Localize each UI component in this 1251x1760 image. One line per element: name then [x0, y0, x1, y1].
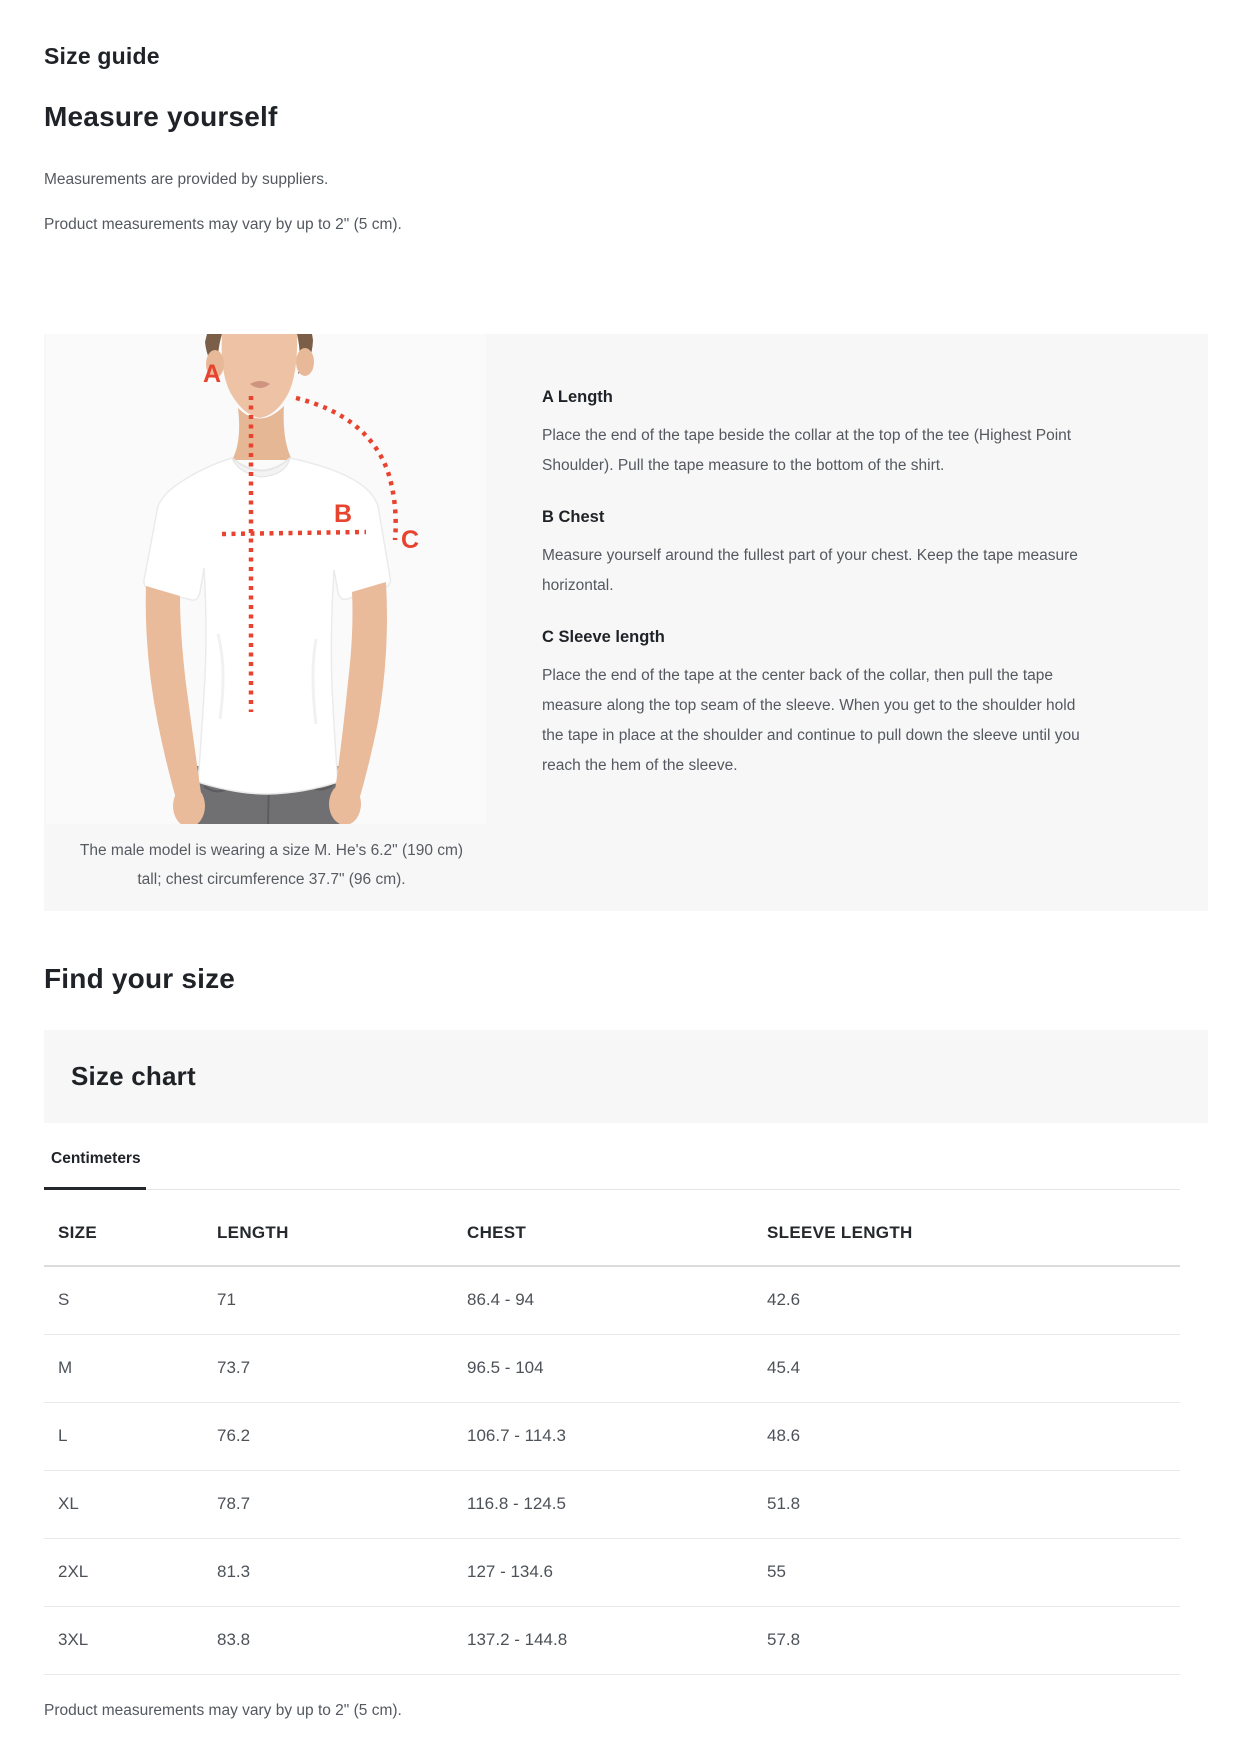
instruction-length-text: Place the end of the tape beside the collar at the top of the tee (Highest Point Shoulder). Pull the tape measure to the bottom of the shirt.	[542, 427, 1072, 474]
suppliers-note: Measurements are provided by suppliers.	[44, 171, 329, 188]
cell-chest: 106.7 - 114.3	[453, 1403, 753, 1471]
column-header-chest: CHEST	[453, 1190, 753, 1266]
model-photo-column	[44, 334, 499, 911]
find-your-size-heading: Find your size	[44, 963, 236, 994]
measure-yourself-heading: Measure yourself	[44, 101, 278, 132]
instruction-chest-text: Measure yourself around the fullest part of your chest. Keep the tape measure horizontal.	[542, 547, 1078, 594]
tab-centimeters[interactable]: Centimeters	[44, 1150, 146, 1190]
marker-c-icon: C	[401, 526, 420, 554]
page-title: Size guide	[44, 43, 160, 69]
column-header-length: LENGTH	[203, 1190, 453, 1266]
cell-chest: 127 - 134.6	[453, 1539, 753, 1607]
cell-size: S	[44, 1266, 203, 1335]
cell-sleeve-length: 42.6	[753, 1266, 1180, 1335]
instruction-sleeve-text: Place the end of the tape at the center back of the collar, then pull the tape measure along the top seam of the sleeve. When you get to the shoulder hold the tape in place at the shoulder and continue to pull down the sleeve until you reach the hem of the sleeve.	[542, 667, 1080, 774]
cell-size: XL	[44, 1471, 203, 1539]
instruction-sleeve	[542, 628, 1099, 781]
marker-a-icon: A	[203, 360, 222, 388]
measurement-instructions	[499, 334, 1099, 911]
marker-b-icon: B	[334, 500, 353, 528]
cell-chest: 86.4 - 94	[453, 1266, 753, 1335]
column-header-sleeve-length: SLEEVE LENGTH	[753, 1190, 1180, 1266]
size-chart-title: Size chart	[71, 1061, 196, 1091]
table-row	[44, 1607, 1180, 1675]
cell-size: L	[44, 1403, 203, 1471]
cell-sleeve-length: 55	[753, 1539, 1180, 1607]
table-footnote: Product measurements may vary by up to 2" (5 cm).	[44, 1702, 402, 1719]
instruction-chest	[542, 508, 1099, 601]
instruction-length-label: A Length	[542, 388, 613, 406]
cell-sleeve-length: 48.6	[753, 1403, 1180, 1471]
column-header-size: SIZE	[44, 1190, 203, 1266]
instruction-sleeve-label: C Sleeve length	[542, 628, 665, 646]
model-illustration	[46, 334, 486, 824]
cell-size: M	[44, 1335, 203, 1403]
variance-note: Product measurements may vary by up to 2" (5 cm).	[44, 216, 402, 233]
cell-chest: 137.2 - 144.8	[453, 1607, 753, 1675]
size-chart-header	[44, 1030, 1208, 1123]
cell-length: 83.8	[203, 1607, 453, 1675]
table-row	[44, 1471, 1180, 1539]
model-caption: The male model is wearing a size M. He's 6.2" (190 cm) tall; chest circumference 37.7" (96 cm).	[79, 842, 464, 888]
cell-size: 2XL	[44, 1539, 203, 1607]
size-chart-table	[44, 1190, 1180, 1675]
instruction-length	[542, 388, 1099, 481]
measurement-panel	[44, 334, 1208, 911]
instruction-chest-label: B Chest	[542, 508, 605, 526]
cell-length: 73.7	[203, 1335, 453, 1403]
model-photo	[46, 334, 486, 824]
table-header-row	[44, 1190, 1180, 1266]
cell-chest: 96.5 - 104	[453, 1335, 753, 1403]
cell-sleeve-length: 45.4	[753, 1335, 1180, 1403]
cell-length: 76.2	[203, 1403, 453, 1471]
table-row	[44, 1403, 1180, 1471]
cell-length: 81.3	[203, 1539, 453, 1607]
unit-tabs	[44, 1150, 1180, 1190]
table-row	[44, 1539, 1180, 1607]
cell-sleeve-length: 51.8	[753, 1471, 1180, 1539]
cell-sleeve-length: 57.8	[753, 1607, 1180, 1675]
cell-length: 78.7	[203, 1471, 453, 1539]
cell-length: 71	[203, 1266, 453, 1335]
table-row	[44, 1335, 1180, 1403]
cell-chest: 116.8 - 124.5	[453, 1471, 753, 1539]
cell-size: 3XL	[44, 1607, 203, 1675]
table-row	[44, 1266, 1180, 1335]
